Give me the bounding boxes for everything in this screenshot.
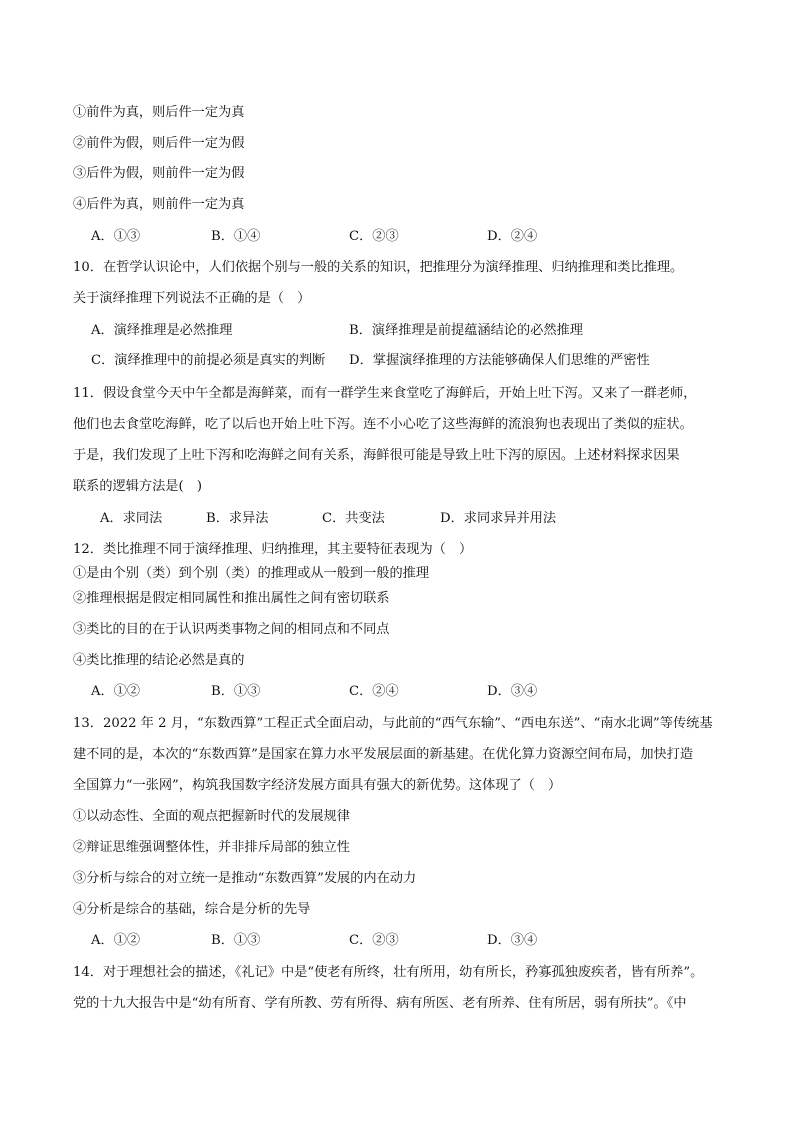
q12-options [0, 683, 794, 701]
q9-options [0, 228, 794, 246]
q13-item-2: ②辩证思维强调整体性，并非排斥局部的独立性 [73, 840, 350, 855]
q9-item-4: ④后件为真，则前件一定为真 [73, 197, 245, 212]
q13-item-1: ①以动态性、全面的观点把握新时代的发展规律 [73, 809, 350, 824]
q11-stem-line-1: 11．假设食堂今天中午全都是海鲜菜，而有一群学生来食堂吃了海鲜后，开始上吐下泻。又来了一群老师， [73, 386, 697, 401]
q13-options [0, 932, 794, 950]
q12-item-2: ②推理根据是假定相同属性和推出属性之间有密切联系 [73, 591, 390, 606]
q13-stem-line-2: 建不同的是，本次的“东数西算”是国家在算力水平发展层面的新基建。在优化算力资源空间布局，加快打造 [73, 747, 694, 762]
q10-option-b: B．演绎推理是前提蕴涵结论的必然推理 [349, 323, 583, 338]
q11-option-b: B．求异法 [206, 511, 269, 526]
q11-option-d: D．求同求异并用法 [440, 511, 557, 526]
q9-item-1: ①前件为真，则后件一定为真 [73, 105, 245, 120]
q9-option-a: A．①③ [91, 229, 141, 244]
q12-option-b: B．①③ [211, 684, 261, 699]
q12-option-a: A．①② [91, 684, 141, 699]
q10-option-c: C．演绎推理中的前提必须是真实的判断 [91, 353, 326, 368]
q14-stem-line-2: 党的十九大报告中是“幼有所育、学有所教、劳有所得、病有所医、老有所养、住有所居，弱有所扶”。《中 [73, 996, 687, 1011]
q13-option-b: B．①③ [211, 933, 261, 948]
q11-option-c: C．共变法 [322, 511, 385, 526]
q13-stem-line-3: 全国算力“一张网”，构筑我国数字经济发展方面具有强大的新优势。这体现了（ ） [73, 778, 562, 793]
q9-option-d: D．②④ [487, 229, 538, 244]
q9-item-2: ②前件为假，则后件一定为假 [73, 136, 245, 151]
q13-option-d: D．③④ [487, 933, 538, 948]
q10-option-a: A．演绎推理是必然推理 [91, 323, 233, 338]
q13-stem-line-1: 13．2022 年 2 月，“东数西算”工程正式全面启动，与此前的“西气东输”、“西电东送”、“南水北调”等传统基 [73, 716, 713, 731]
q10-option-d: D．掌握演绎推理的方法能够确保人们思维的严密性 [349, 353, 650, 368]
q11-options [0, 510, 794, 528]
q11-stem-line-4: 联系的逻辑方法是( ) [73, 479, 202, 494]
q9-item-3: ③后件为假，则前件一定为假 [73, 166, 245, 181]
q9-option-b: B．①④ [211, 229, 261, 244]
q14-stem-line-1: 14．对于理想社会的描述，《礼记》中是“使老有所终，壮有所用，幼有所长，矜寡孤独废疾者，皆有所养”。 [73, 965, 704, 980]
q10-options-row-2 [0, 352, 794, 370]
q12-item-1: ①是由个别（类）到个别（类）的推理或从一般到一般的推理 [73, 566, 430, 581]
q13-item-4: ④分析是综合的基础，综合是分析的先导 [73, 902, 311, 917]
q12-option-c: C．②④ [349, 684, 399, 699]
q11-stem-line-3: 于是，我们发现了上吐下泻和吃海鲜之间有关系，海鲜很可能是导致上吐下泻的原因。上述材料探求因果 [73, 448, 680, 463]
q13-option-a: A．①② [91, 933, 141, 948]
q12-stem: 12．类比推理不同于演绎推理、归纳推理，其主要特征表现为（ ） [73, 542, 473, 557]
q10-stem-line-1: 10．在哲学认识论中，人们依据个别与一般的关系的知识，把推理分为演绎推理、归纳推理和类比推理。 [73, 260, 684, 275]
q12-item-3: ③类比的目的在于认识两类事物之间的相同点和不同点 [73, 622, 390, 637]
q12-option-d: D．③④ [487, 684, 538, 699]
q9-option-c: C．②③ [349, 229, 399, 244]
q12-item-4: ④类比推理的结论必然是真的 [73, 653, 245, 668]
q10-stem-line-2: 关于演绎推理下列说法不正确的是（ ） [73, 291, 311, 306]
q11-stem-line-2: 他们也去食堂吃海鲜，吃了以后也开始上吐下泻。连不小心吃了这些海鲜的流浪狗也表现出了类似的症状。 [73, 417, 693, 432]
q13-item-3: ③分析与综合的对立统一是推动“东数西算”发展的内在动力 [73, 871, 417, 886]
q13-option-c: C．②③ [349, 933, 399, 948]
q10-options-row-1 [0, 322, 794, 340]
q11-option-a: A．求同法 [100, 511, 163, 526]
